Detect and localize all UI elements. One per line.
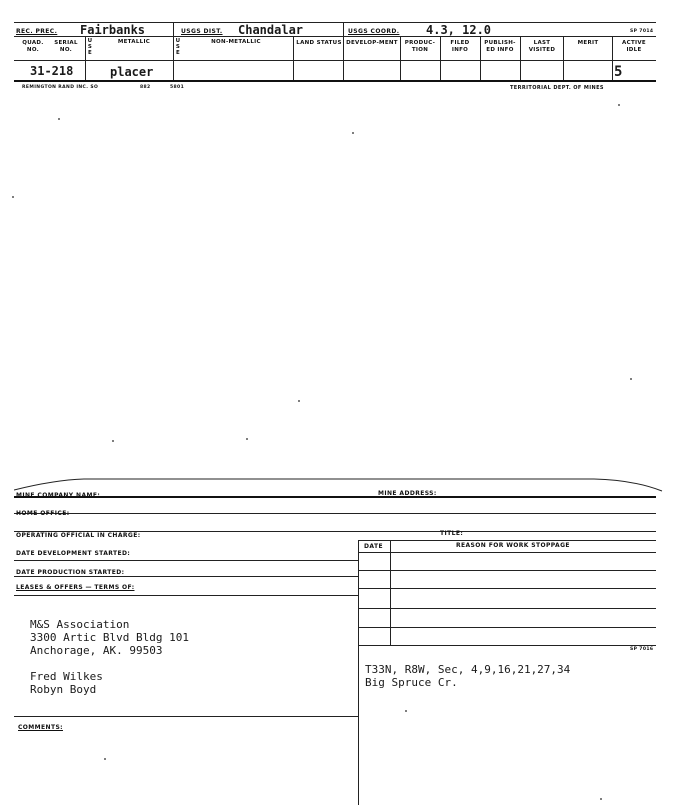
col-metallic: METALLIC	[117, 39, 151, 45]
col-non-metallic: NON-METALLIC	[211, 39, 261, 45]
mine-company-name-label: MINE COMPANY NAME:	[16, 492, 101, 499]
date-production-label: DATE PRODUCTION STARTED:	[16, 569, 125, 576]
lessee-address-block	[30, 618, 189, 657]
col-published-info: PUBLISH-ED INFO	[484, 40, 516, 53]
form-number-top: SP 7014	[630, 29, 654, 34]
col-use-metallic: U S E	[87, 38, 93, 56]
rec-prec-label: REC. PREC.	[16, 28, 58, 35]
printer-number-2: 5801	[170, 85, 185, 90]
date-column-header: DATE	[364, 543, 383, 550]
col-filed-info: FILED INFO	[450, 40, 470, 53]
col-quad-no: QUAD. NO.	[22, 40, 44, 53]
location-line: T33N, R8W, Sec, 4,9,16,21,27,34	[365, 663, 571, 676]
home-office-label: HOME OFFICE:	[16, 510, 70, 517]
quad-serial-value: 31-218	[30, 64, 74, 78]
contact-names-block	[30, 670, 103, 696]
contact-name: Fred Wilkes	[30, 670, 103, 683]
title-label: TITLE:	[440, 530, 464, 537]
territorial-dept-imprint: TERRITORIAL DEPT. OF MINES	[510, 85, 604, 91]
mine-address-label: MINE ADDRESS:	[378, 490, 437, 497]
usgs-coord-label: USGS COORD.	[348, 28, 400, 35]
usgs-dist-value: Chandalar	[238, 23, 304, 37]
col-production: PRODUC-TION	[404, 40, 436, 53]
col-last-visited: LAST VISITED	[528, 40, 556, 53]
printer-number-1: 882	[140, 85, 151, 90]
location-block	[365, 663, 570, 689]
usgs-coord-value: 4.3, 12.0	[426, 23, 492, 37]
col-serial-no: SERIAL NO.	[54, 40, 78, 53]
form-number-bottom: SP 7016	[630, 647, 654, 652]
location-line: Big Spruce Cr.	[365, 676, 458, 689]
lessee-line: 3300 Artic Blvd Bldg 101	[30, 631, 189, 644]
active-idle-value: 5	[614, 64, 623, 80]
col-use-nonmetallic: U S E	[175, 38, 181, 56]
date-development-label: DATE DEVELOPMENT STARTED:	[16, 550, 131, 557]
col-merit: MERIT	[577, 40, 599, 46]
usgs-dist-label: USGS DIST.	[181, 28, 223, 35]
col-active-idle: ACTIVE IDLE	[622, 40, 646, 53]
lessee-line: M&S Association	[30, 618, 130, 631]
leases-offers-label: LEASES & OFFERS — TERMS OF:	[16, 584, 135, 591]
comments-label: COMMENTS:	[18, 724, 63, 731]
metallic-value: placer	[110, 65, 154, 79]
reason-column-header: REASON FOR WORK STOPPAGE	[456, 542, 570, 549]
printer-imprint: REMINGTON RAND INC. SO	[22, 85, 99, 90]
card-top-edge	[14, 476, 664, 496]
rec-prec-value: Fairbanks	[80, 23, 146, 37]
lessee-line: Anchorage, AK. 99503	[30, 644, 163, 657]
operating-official-label: OPERATING OFFICIAL IN CHARGE:	[16, 532, 141, 539]
col-land-status: LAND STATUS	[296, 40, 342, 46]
col-development: DEVELOP-MENT	[346, 40, 398, 46]
contact-name: Robyn Boyd	[30, 683, 97, 696]
